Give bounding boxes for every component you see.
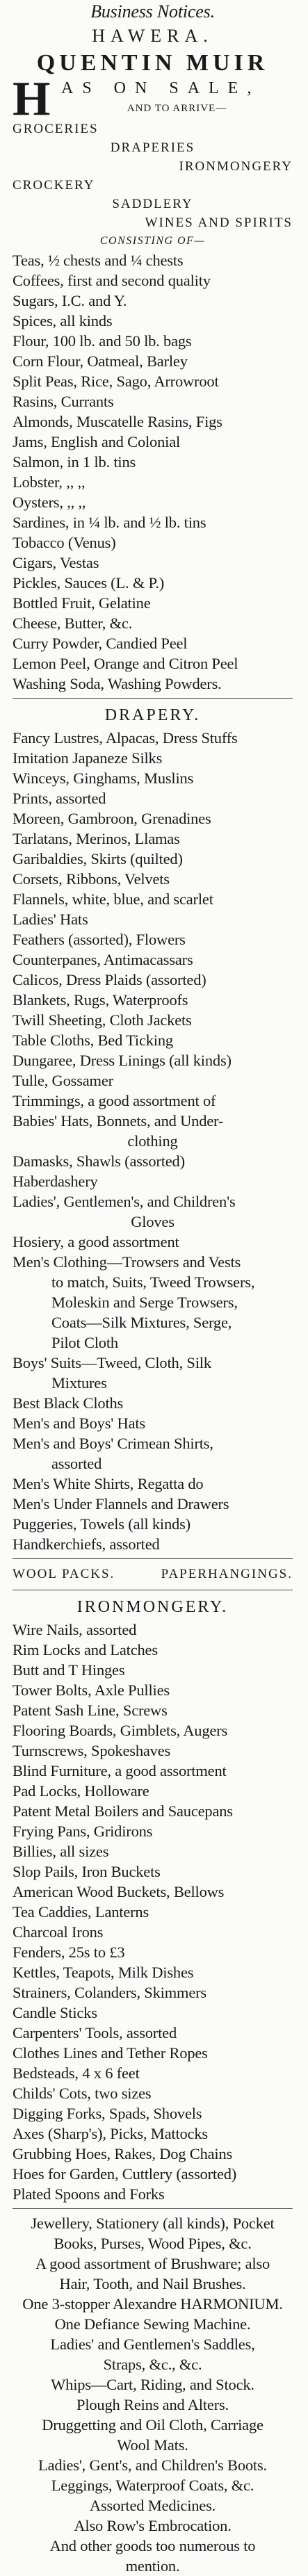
list-item: Ladies', Gentlemen's, and Children's — [13, 1193, 236, 1210]
list-item: to match, Suits, Tweed Trowsers, — [51, 1273, 255, 1291]
ironmongery-list — [13, 1620, 293, 2204]
list-item: Clothes Lines and Tether Ropes — [13, 2044, 208, 2062]
list-item: Tarlatans, Merinos, Llamas — [13, 830, 180, 847]
divider — [13, 698, 293, 699]
list-item: Boys' Suits—Tweed, Cloth, Silk — [13, 1354, 211, 1371]
list-item: Gloves — [131, 1213, 175, 1230]
list-item: Grubbing Hoes, Rakes, Dog Chains — [13, 2145, 233, 2162]
list-item: Carpenters' Tools, assorted — [13, 2024, 177, 2041]
town-heading: HAWERA. — [92, 26, 213, 46]
list-item: Teas, ½ chests and ¼ chests — [13, 252, 184, 269]
list-item: Pad Locks, Holloware — [13, 1782, 149, 1800]
list-item: Handkerchiefs, assorted — [13, 1535, 160, 1553]
list-item: Plated Spoons and Forks — [13, 2185, 165, 2203]
list-item: assorted — [51, 1455, 102, 1472]
list-item: Lemon Peel, Orange and Citron Peel — [13, 655, 238, 672]
list-item: American Wood Buckets, Bellows — [13, 1883, 225, 1900]
list-item: Cheese, Butter, &c. — [13, 614, 133, 632]
list-item: Oysters, ,, ,, — [13, 494, 86, 511]
list-item: Flooring Boards, Gimblets, Augers — [13, 1722, 228, 1739]
category-label: GROCERIES — [13, 122, 99, 136]
consisting-of: CONSISTING OF— — [99, 235, 206, 247]
list-item: Jewellery, Stationery (all kinds), Pocket — [31, 2215, 275, 2232]
list-item: Billies, all sizes — [13, 1843, 109, 1860]
list-item: Books, Purses, Wood Pipes, &c. — [54, 2235, 252, 2252]
list-item: Ladies', Gent's, and Children's Boots. — [38, 2456, 267, 2474]
list-item: Bottled Fruit, Gelatine — [13, 594, 151, 612]
list-item: Men's White Shirts, Regatta do — [13, 1475, 204, 1492]
list-item: Slop Pails, Iron Buckets — [13, 1863, 161, 1880]
list-item: Also Row's Embrocation. — [74, 2517, 232, 2534]
list-item: One Defiance Sewing Machine. — [54, 2315, 251, 2333]
list-item: Corn Flour, Oatmeal, Barley — [13, 352, 188, 370]
list-item: Tobacco (Venus) — [13, 534, 116, 551]
list-item: Patent Metal Boilers and Saucepans — [13, 1802, 233, 1820]
list-item: Butt and T Hinges — [13, 1661, 125, 1679]
list-item: Puggeries, Towels (all kinds) — [13, 1515, 191, 1533]
list-item: Jams, English and Colonial — [13, 433, 181, 450]
groceries-list — [13, 250, 293, 694]
list-item: Wire Nails, assorted — [13, 1621, 137, 1638]
list-item: Fenders, 25s to £3 — [13, 1943, 125, 1961]
list-item: Men's Clothing—Trowsers and Vests — [13, 1253, 241, 1271]
list-item: Pilot Cloth — [51, 1334, 118, 1351]
list-item: Sugars, I.C. and Y. — [13, 292, 127, 309]
list-item: Leggings, Waterproof Coats, &c. — [51, 2477, 254, 2494]
list-item: Ladies' and Gentlemen's Saddles, — [50, 2335, 255, 2353]
list-item: Whips—Cart, Riding, and Stock. — [51, 2376, 254, 2393]
ironmongery-heading: IRONMONGERY. — [76, 1598, 229, 1616]
list-item: Curry Powder, Candied Peel — [13, 635, 188, 652]
list-item: Ladies' Hats — [13, 911, 88, 928]
category-label: SADDLERY — [112, 197, 193, 211]
list-item: Digging Forks, Spads, Shovels — [13, 2105, 202, 2122]
list-item: Tower Bolts, Axle Pullies — [13, 1681, 170, 1699]
list-item: Flannels, white, blue, and scarlet — [13, 890, 213, 908]
category-label: CROCKERY — [13, 178, 95, 193]
list-item: Blankets, Rugs, Waterproofs — [13, 991, 188, 1009]
list-item: Wool Mats. — [117, 2436, 188, 2454]
list-item: mention. — [125, 2557, 180, 2575]
list-item: Prints, assorted — [13, 790, 106, 807]
list-item: Garibaldies, Skirts (quilted) — [13, 850, 183, 867]
list-item: Blind Furniture, a good assortment — [13, 1762, 227, 1779]
list-item: Moreen, Gambroon, Grenadines — [13, 810, 211, 827]
list-item: Men's and Boys' Hats — [13, 1415, 145, 1432]
list-item: Tulle, Gossamer — [13, 1072, 113, 1089]
list-item: Tea Caddies, Lanterns — [13, 1903, 149, 1921]
list-item: Winceys, Ginghams, Muslins — [13, 769, 194, 787]
list-item: Men's Under Flannels and Drawers — [13, 1495, 229, 1513]
list-item: Axes (Sharp's), Picks, Mattocks — [13, 2125, 208, 2142]
list-item: Washing Soda, Washing Powders. — [13, 675, 222, 692]
drop-cap: H — [13, 72, 51, 126]
list-item: Counterpanes, Antimacassars — [13, 951, 193, 968]
list-item: Dungaree, Dress Linings (all kinds) — [13, 1052, 232, 1069]
list-item: Strainers, Colanders, Skimmers — [13, 1984, 206, 2001]
list-item: Haberdashery — [13, 1173, 98, 1190]
section-header: Business Notices. — [90, 1, 215, 22]
list-item: Straps, &c., &c. — [103, 2356, 202, 2373]
category-list — [13, 120, 293, 232]
list-item: Rim Locks and Latches — [13, 1641, 158, 1658]
has-on-sale-line — [13, 72, 293, 126]
merchant-name: QUENTIN MUIR — [36, 50, 269, 76]
list-item: Coats—Silk Mixtures, Serge, — [51, 1314, 232, 1331]
list-item: Trimmings, a good assortment of — [13, 1092, 216, 1109]
list-item: Table Cloths, Bed Ticking — [13, 1032, 173, 1049]
list-item: Salmon, in 1 lb. tins — [13, 453, 136, 471]
closing-list — [13, 2213, 293, 2576]
list-item: And other goods too numerous to — [49, 2537, 256, 2554]
list-item: Babies' Hats, Bonnets, and Under- — [13, 1112, 224, 1130]
paperhangings: PAPERHANGINGS. — [161, 1567, 293, 1581]
list-item: Turnscrews, Spokeshaves — [13, 1742, 171, 1759]
list-item: Bedsteads, 4 x 6 feet — [13, 2064, 140, 2082]
list-item: Druggetting and Oil Cloth, Carriage — [42, 2416, 264, 2434]
list-item: Sardines, in ¼ lb. and ½ lb. tins — [13, 514, 206, 531]
list-item: Assorted Medicines. — [89, 2497, 216, 2514]
list-item: Childs' Cots, two sizes — [13, 2085, 152, 2102]
list-item: One 3-stopper Alexandre HARMONIUM. — [22, 2295, 283, 2313]
list-item: Mixtures — [51, 1374, 107, 1392]
list-item: Split Peas, Rice, Sago, Arrowroot — [13, 373, 219, 390]
list-item: Lobster, ,, ,, — [13, 473, 86, 491]
list-item: Flour, 100 lb. and 50 lb. bags — [13, 332, 192, 350]
category-label: IRONMONGERY — [179, 159, 293, 174]
has-on-sale-text: AS ON SALE, — [61, 79, 261, 97]
category-label: WINES AND SPIRITS — [145, 215, 293, 230]
list-item: Imitation Japaneze Silks — [13, 749, 163, 767]
list-item: Cigars, Vestas — [13, 554, 99, 571]
list-item: Hoes for Garden, Cuttlery (assorted) — [13, 2165, 237, 2183]
divider — [13, 1558, 293, 1559]
list-item: clothing — [127, 1132, 178, 1150]
drapery-heading: DRAPERY. — [104, 706, 201, 724]
list-item: Candle Sticks — [13, 2004, 97, 2021]
list-item: Corsets, Ribbons, Velvets — [13, 870, 170, 888]
list-item: Twill Sheeting, Cloth Jackets — [13, 1011, 192, 1029]
list-item: Rasins, Currants — [13, 393, 114, 410]
list-item: Plough Reins and Alters. — [76, 2396, 229, 2413]
drapery-list — [13, 728, 293, 1554]
list-item: Almonds, Muscatelle Rasins, Figs — [13, 413, 222, 430]
wool-packs: WOOL PACKS. — [13, 1567, 115, 1581]
wool-paper-line — [13, 1563, 293, 1585]
list-item: Pickles, Sauces (L. & P.) — [13, 574, 165, 592]
list-item: Charcoal Irons — [13, 1923, 104, 1941]
list-item: Hair, Tooth, and Nail Brushes. — [59, 2275, 246, 2292]
divider — [13, 2208, 293, 2209]
list-item: Kettles, Teapots, Milk Dishes — [13, 1964, 194, 1981]
list-item: Moleskin and Serge Trowsers, — [51, 1294, 238, 1311]
list-item: Frying Pans, Gridirons — [13, 1823, 153, 1840]
list-item: Best Black Cloths — [13, 1394, 124, 1412]
list-item: A good assortment of Brushware; also — [35, 2255, 270, 2272]
list-item: Damasks, Shawls (assorted) — [13, 1152, 185, 1170]
list-item: Men's and Boys' Crimean Shirts, — [13, 1435, 213, 1452]
list-item: Coffees, first and second quality — [13, 272, 211, 289]
list-item: Patent Sash Line, Screws — [13, 1702, 168, 1719]
list-item: Feathers (assorted), Flowers — [13, 931, 186, 948]
list-item: Hosiery, a good assortment — [13, 1233, 179, 1250]
category-label: DRAPERIES — [110, 140, 195, 155]
and-to-arrive: AND TO ARRIVE— — [127, 103, 227, 114]
list-item: Calicos, Dress Plaids (assorted) — [13, 971, 206, 988]
list-item: Spices, all kinds — [13, 312, 113, 329]
list-item: Fancy Lustres, Alpacas, Dress Stuffs — [13, 729, 238, 747]
